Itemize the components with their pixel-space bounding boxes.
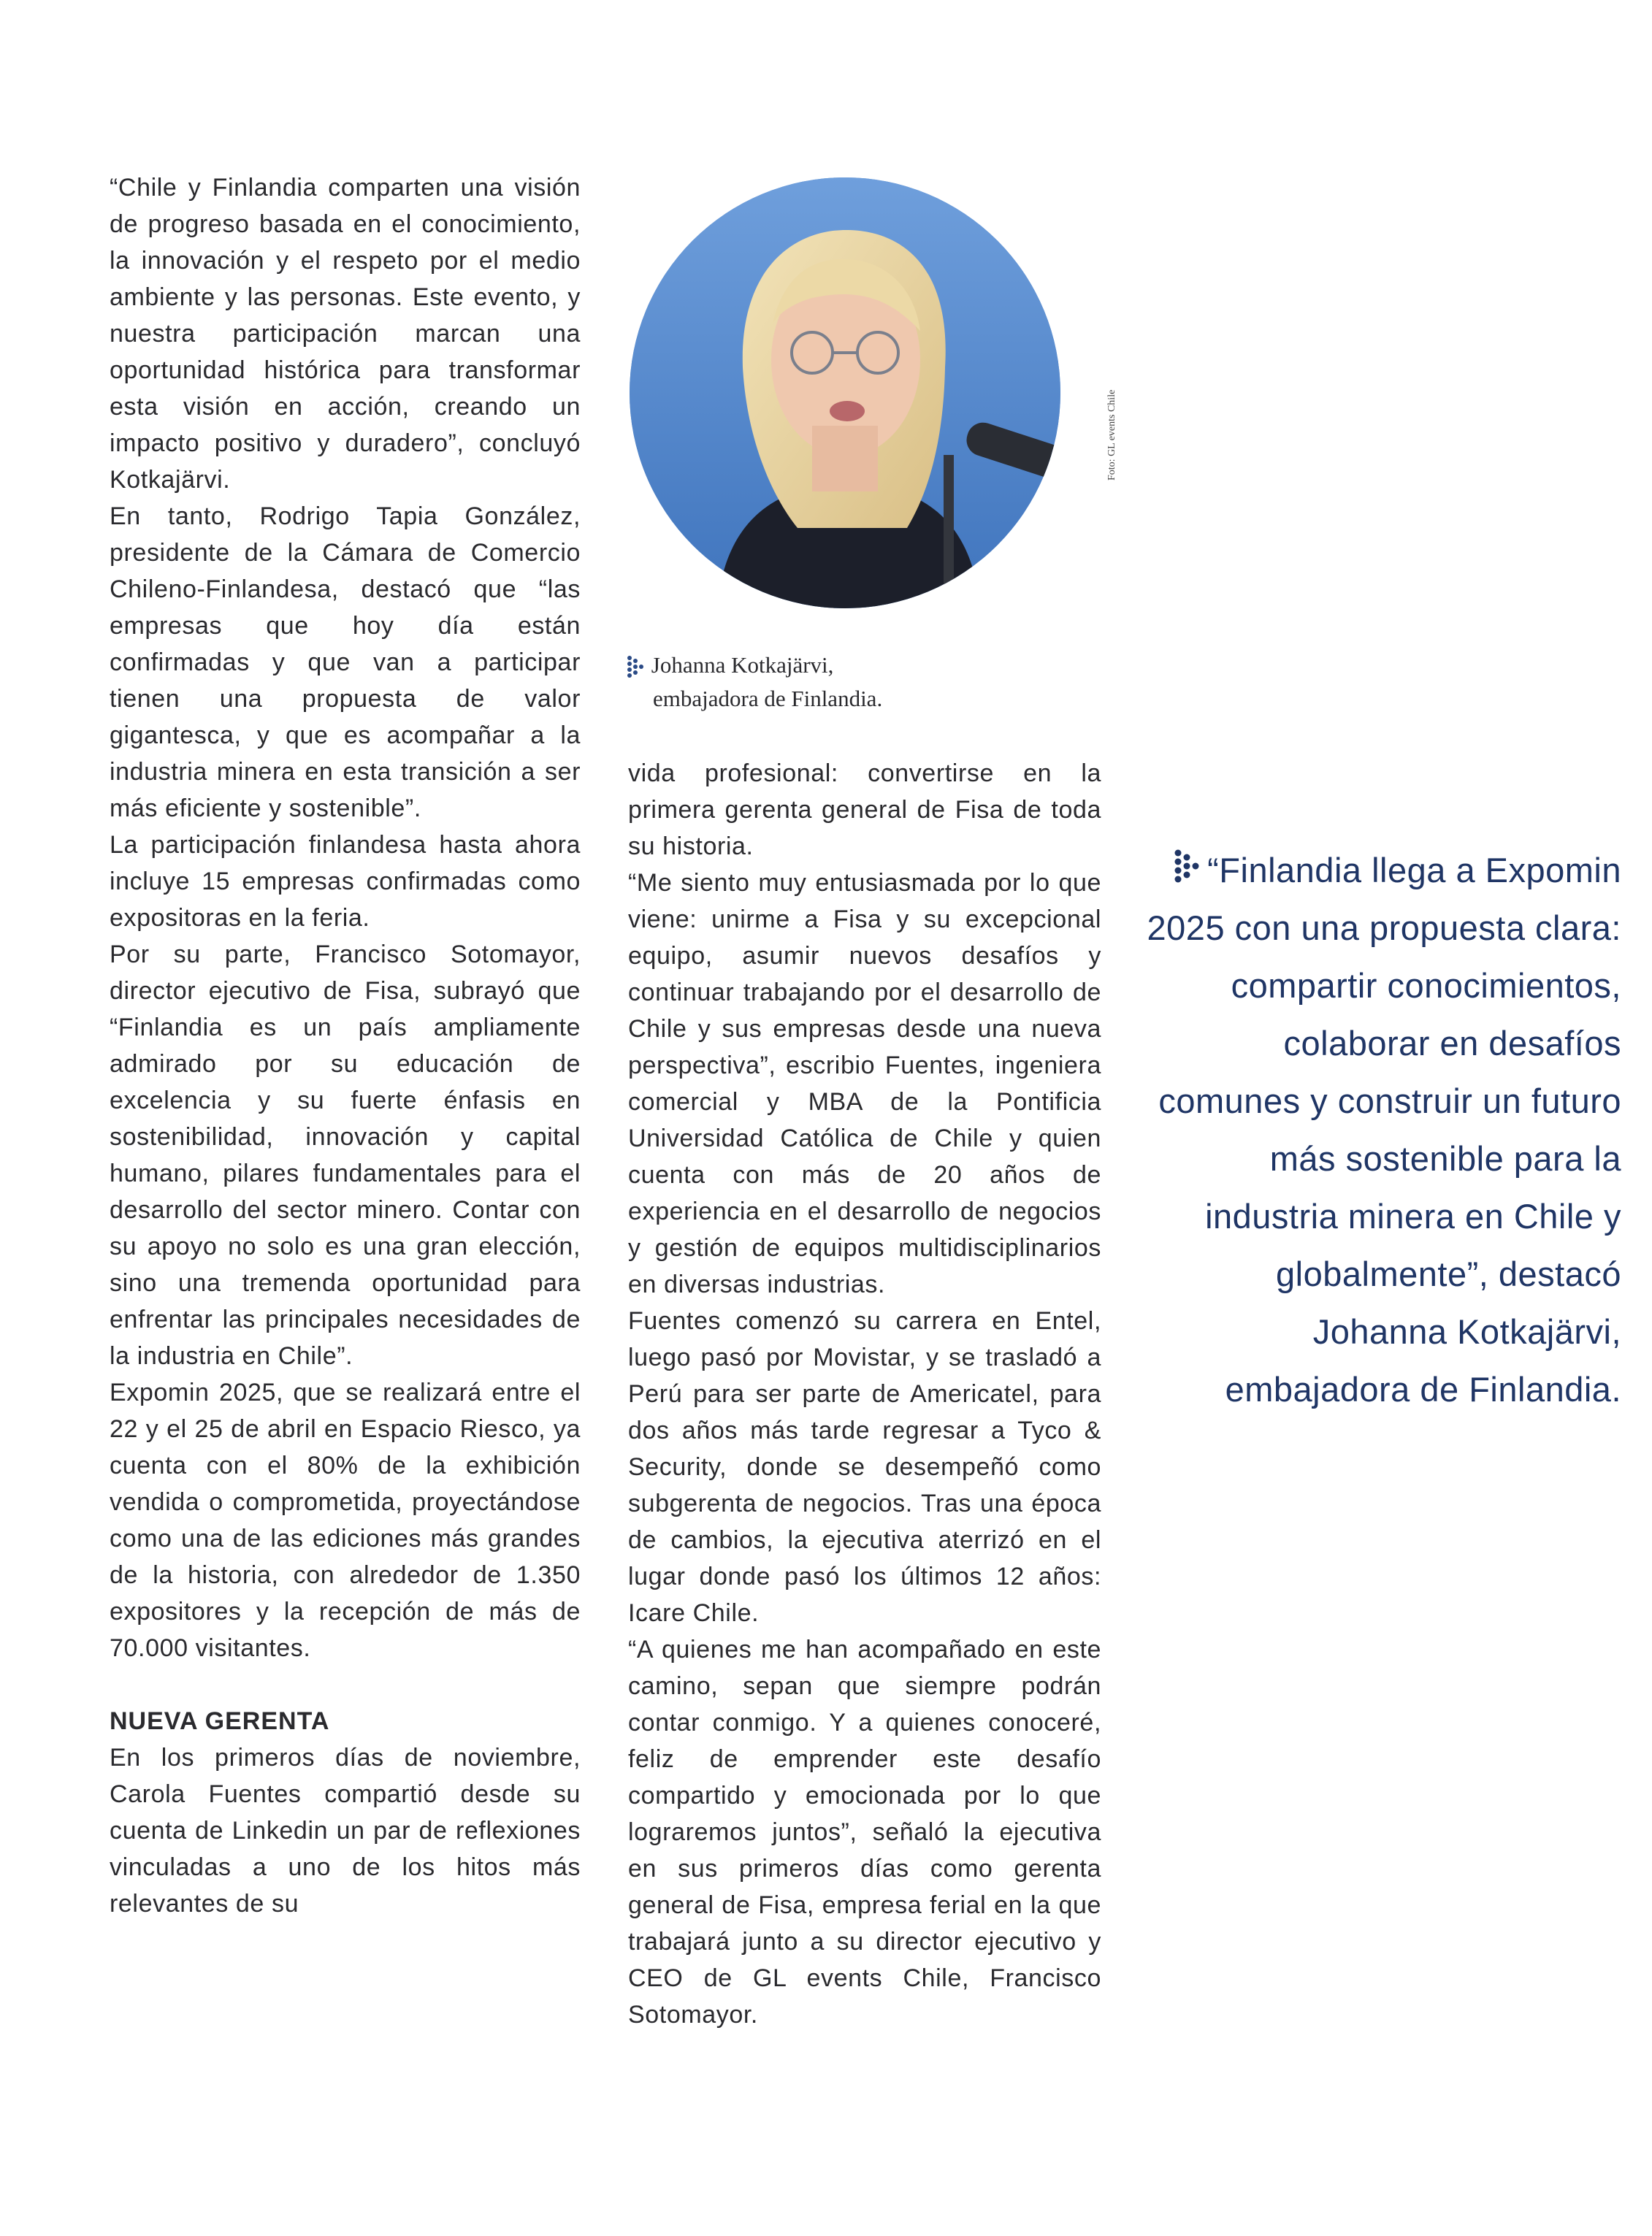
photo-credit <box>1104 343 1119 482</box>
pull-quote <box>1139 841 1621 1418</box>
paragraph: Fuentes comenzó su carrera en Entel, luego pasó por Movistar, y se trasladó a Perú para ser parte de Americatel, para dos años más tarde regresar a Tyco & Security, donde se desempeñó como subgerenta de negocios. Tras una época de cambios, la ejecutiva aterrizó en el lugar donde pasó los últimos 12 años: Icare Chile. <box>628 1307 1101 1627</box>
paragraph: “Chile y Finlandia comparten una visión de progreso basada en el conocimiento, la innovación y el respeto por el medio ambiente y las personas. Este evento, y nuestra participación marcan una oportunidad histórica para transformar esta visión en acción, creando un impacto positivo y duradero”, concluyó Kotkajärvi. <box>110 174 581 494</box>
paragraph: En los primeros días de noviembre, Carola Fuentes compartió desde su cuenta de Linkedin un par de reflexiones vinculadas a uno de los hitos más relevantes de su <box>110 1744 581 1918</box>
dots-bullet-icon <box>1174 849 1203 885</box>
caption-role: embajadora de Finlandia. <box>653 686 883 711</box>
left-column <box>110 169 581 1922</box>
paragraph: vida profesional: convertirse en la primera gerenta general de Fisa de toda su historia. <box>628 759 1101 860</box>
caption-name: Johanna Kotkajärvi, <box>651 652 834 678</box>
paragraph: En tanto, Rodrigo Tapia González, presidente de la Cámara de Comercio Chileno-Finlandesa, destacó que “las empresas que hoy día están confirmadas y que van a participar tienen una propuesta de valor gigantesca, y que es acompañar a la industria minera en esta transición a ser más eficiente y sostenible”. <box>110 502 581 822</box>
section-subheading: NUEVA GERENTA <box>110 1707 330 1735</box>
ambassador-photo <box>630 177 1060 608</box>
dots-bullet-icon <box>627 655 646 680</box>
paragraph: “Me siento muy entusiasmada por lo que viene: unirme a Fisa y su excepcional equipo, asumir nuevos desafíos y continuar trabajando por el desarrollo de Chile y sus empresas desde una nueva perspectiva”, escribio Fuentes, ingeniera comercial y MBA de la Pontificia Universidad Católica de Chile y quien cuenta con más de 20 años de experiencia en el desarrollo de negocios y gestión de equipos multidisciplinarios en diversas industrias. <box>628 869 1101 1298</box>
paragraph: Por su parte, Francisco Sotomayor, director ejecutivo de Fisa, subrayó que “Finlandia es un país ampliamente admirado por su educación de excelencia y su fuerte énfasis en sostenibilidad, innovación y capital humano, pilares fundamentales para el desarrollo del sector minero. Contar con su apoyo no solo es una gran elección, sino una tremenda oportunidad para enfrentar las principales necesidades de la industria en Chile”. <box>110 941 581 1370</box>
pull-quote-text: “Finlandia llega a Expomin 2025 con una propuesta clara: compartir conocimientos, colaborar en desafíos comunes y construir un futuro más sostenible para la industria minera en Chile y globalmente”, destacó Johanna Kotkajärvi, embajadora de Finlandia. <box>1147 851 1621 1409</box>
paragraph: La participación finlandesa hasta ahora incluye 15 empresas confirmadas como expositoras en la feria. <box>110 831 581 932</box>
photo-caption <box>627 648 1036 716</box>
photo-credit-text: Foto: GL events Chile <box>1106 389 1117 480</box>
middle-column <box>628 755 1101 2033</box>
paragraph: “A quienes me han acompañado en este camino, sepan que siempre podrán contar conmigo. Y a quienes conoceré, feliz de emprender este desafío compartido y emocionada por lo que lograremos juntos”, señaló la ejecutiva en sus primeros días como gerenta general de Fisa, empresa ferial en la que trabajará junto a su director ejecutivo y CEO de GL events Chile, Francisco Sotomayor. <box>628 1636 1101 2029</box>
paragraph: Expomin 2025, que se realizará entre el 22 y el 25 de abril en Espacio Riesco, ya cuenta con el 80% de la exhibición vendida o comprometida, proyectándose como una de las ediciones más grandes de la historia, con alrededor de 1.350 expositores y la recepción de más de 70.000 visitantes. <box>110 1379 581 1662</box>
